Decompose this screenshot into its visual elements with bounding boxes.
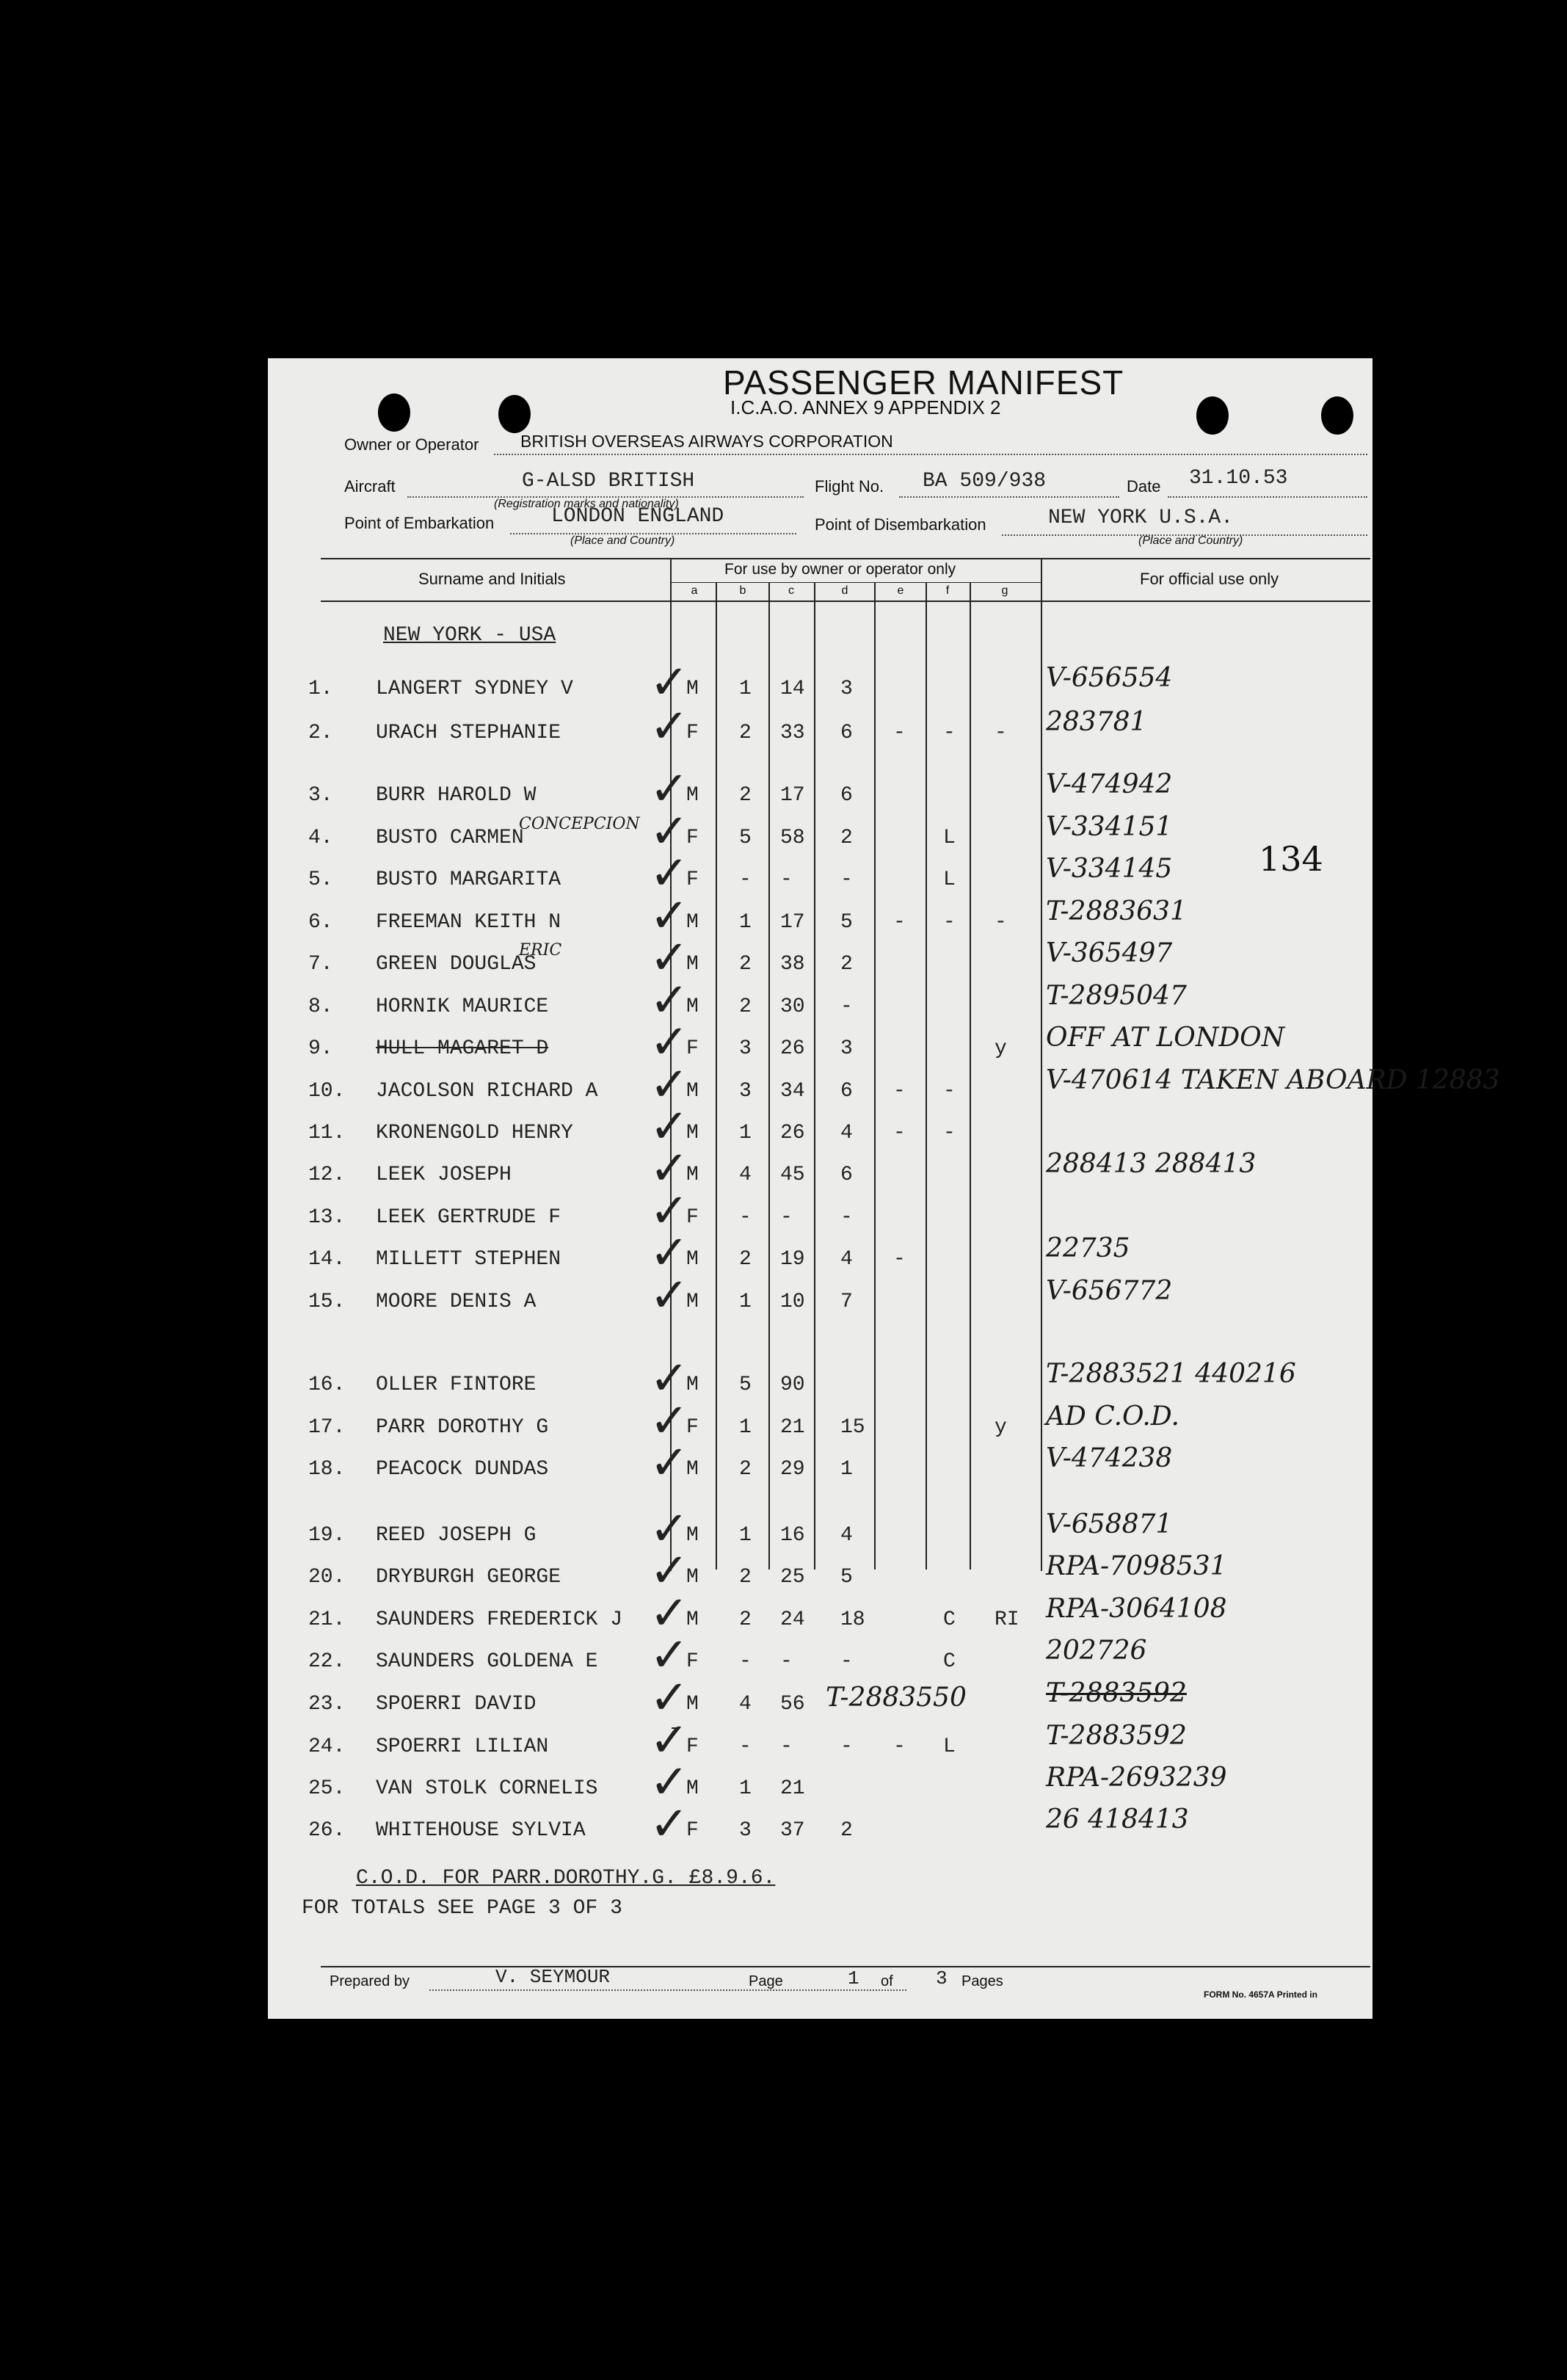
cell-c: 19: [780, 1248, 805, 1271]
check-mark: ✓: [650, 1142, 689, 1196]
cell-a: M: [686, 995, 699, 1018]
cell-g: RI: [995, 1608, 1019, 1631]
cell-b: 2: [739, 1608, 752, 1631]
cell-d: 15: [840, 1416, 865, 1439]
cell-f: L: [943, 827, 956, 849]
official-entry: V-365497: [1046, 938, 1173, 968]
cell-b: 4: [739, 1164, 752, 1186]
passenger-name: REED JOSEPH G: [376, 1524, 537, 1547]
cell-d: 5: [840, 911, 853, 934]
cell-b: 5: [739, 1374, 752, 1396]
cell-b: 2: [739, 953, 752, 976]
cell-b: 1: [739, 911, 752, 934]
row-number: 8.: [308, 995, 333, 1018]
cell-g: -: [995, 722, 1007, 744]
passenger-name: LEEK JOSEPH: [376, 1164, 512, 1186]
official-entry: T-2883631: [1046, 896, 1187, 926]
cell-e: -: [893, 1122, 906, 1144]
cell-f: C: [943, 1608, 956, 1631]
cell-a: M: [686, 784, 699, 807]
cell-d: 1: [840, 1458, 853, 1481]
cell-d: 4: [840, 1524, 853, 1547]
passenger-name: OLLER FINTORE: [376, 1374, 537, 1396]
cell-b: 4: [739, 1693, 752, 1716]
punch-hole: [1196, 396, 1229, 435]
cell-b: -: [739, 1735, 752, 1758]
subcolumn-header: b: [739, 584, 746, 597]
embarkation-caption: (Place and Country): [570, 534, 675, 547]
cell-d: 7: [840, 1291, 853, 1313]
cell-d: 6: [840, 722, 853, 744]
passenger-name: LANGERT SYDNEY V: [376, 678, 573, 700]
row-number: 7.: [308, 953, 333, 976]
cell-b: 3: [739, 1819, 752, 1842]
cell-c: -: [780, 868, 793, 891]
document-subtitle: I.C.A.O. ANNEX 9 APPENDIX 2: [730, 396, 1001, 418]
cell-d: 18: [840, 1608, 865, 1631]
cell-c: 26: [780, 1122, 805, 1144]
row-number: 10.: [308, 1080, 346, 1103]
check-mark: ✓: [650, 1394, 689, 1448]
cell-a: F: [686, 1416, 699, 1439]
official-entry: RPA-7098531: [1046, 1551, 1227, 1581]
form-number: FORM No. 4657A Printed in: [1204, 1989, 1317, 2000]
cell-c: 17: [780, 911, 805, 934]
official-entry: 202726: [1046, 1636, 1147, 1666]
cell-a: M: [686, 1777, 699, 1800]
row-number: 5.: [308, 868, 333, 891]
page-label: Page: [749, 1973, 783, 1989]
cell-a: M: [686, 1374, 699, 1396]
check-mark: ✓: [650, 931, 689, 985]
passenger-name: SAUNDERS FREDERICK J: [376, 1608, 623, 1631]
embarkation-value: LONDON ENGLAND: [551, 505, 724, 528]
check-mark: ✓: [650, 700, 689, 754]
cell-b: 1: [739, 1777, 752, 1800]
cell-c: 34: [780, 1080, 805, 1103]
cell-d: -: [840, 995, 853, 1018]
check-mark: ✓: [650, 1544, 689, 1598]
official-entry: V-656772: [1046, 1276, 1173, 1306]
cell-c: 16: [780, 1524, 805, 1547]
cell-d: -: [840, 868, 853, 891]
owner-value: BRITISH OVERSEAS AIRWAYS CORPORATION: [520, 432, 893, 451]
cell-c: 21: [780, 1777, 805, 1800]
row-number: 9.: [308, 1037, 333, 1060]
check-mark: ✓: [650, 805, 689, 859]
cell-a: M: [686, 1164, 699, 1186]
cell-c: 45: [780, 1164, 805, 1186]
cell-c: 58: [780, 827, 805, 849]
check-mark: ✓: [650, 1755, 689, 1810]
cod-note: C.O.D. FOR PARR.DOROTHY.G. £8.9.6.: [356, 1867, 776, 1890]
cell-a: M: [686, 678, 699, 700]
official-entry: 288413 288413: [1046, 1149, 1257, 1179]
cell-a: F: [686, 827, 699, 849]
official-entry: T-2883592: [1046, 1678, 1187, 1708]
punch-hole: [1321, 396, 1353, 435]
official-entry: V-474238: [1046, 1443, 1173, 1473]
cell-e: -: [893, 911, 906, 934]
cell-a: F: [686, 1819, 699, 1842]
document-title: PASSENGER MANIFEST: [723, 363, 1124, 402]
official-entry: AD C.O.D.: [1046, 1401, 1179, 1432]
official-entry: 22735: [1046, 1233, 1130, 1263]
cell-b: 2: [739, 1248, 752, 1271]
row-number: 2.: [308, 722, 333, 744]
check-mark: ✓: [650, 1436, 689, 1490]
official-entry: V-658871: [1046, 1509, 1173, 1539]
passenger-name: URACH STEPHANIE: [376, 722, 561, 744]
cell-f: L: [943, 868, 956, 891]
check-mark: ✓: [650, 656, 689, 710]
passenger-name: FREEMAN KEITH N: [376, 911, 561, 934]
cell-g: y: [995, 1416, 1007, 1439]
cell-f: -: [943, 911, 956, 934]
cell-a: F: [686, 868, 699, 891]
row-number: 19.: [308, 1524, 346, 1547]
cell-a: F: [686, 722, 699, 744]
cell-b: 5: [739, 827, 752, 849]
prepared-by-value: V. SEYMOUR: [495, 1966, 611, 1988]
official-entry: 283781: [1046, 707, 1147, 737]
cell-d: 5: [840, 1566, 853, 1589]
row-number: 26.: [308, 1819, 346, 1842]
cell-a: F: [686, 1206, 699, 1229]
cell-a: M: [686, 953, 699, 976]
check-mark: ✓: [650, 1015, 689, 1070]
cell-b: 1: [739, 1291, 752, 1313]
page-mark: 134: [1259, 839, 1323, 879]
passenger-name: BUSTO CARMEN: [376, 827, 524, 849]
passenger-name: PARR DOROTHY G: [376, 1416, 549, 1439]
passenger-name: SAUNDERS GOLDENA E: [376, 1650, 598, 1673]
passenger-name: HORNIK MAURICE: [376, 995, 549, 1018]
date-value: 31.10.53: [1189, 467, 1288, 490]
row-number: 23.: [308, 1693, 346, 1716]
cell-d: -: [840, 1650, 853, 1673]
cell-b: 1: [739, 1122, 752, 1144]
check-mark: ✓: [650, 1628, 689, 1683]
owner-label: Owner or Operator: [344, 435, 479, 454]
official-entry: V-334151: [1046, 812, 1173, 842]
of-value: 3: [936, 1967, 948, 1989]
cell-d: 4: [840, 1122, 853, 1144]
check-mark: ✓: [650, 973, 689, 1028]
cell-c: 10: [780, 1291, 805, 1313]
cell-c: 37: [780, 1819, 805, 1842]
cell-a: F: [686, 1650, 699, 1673]
row-number: 1.: [308, 678, 333, 700]
column-header-owner-use: For use by owner or operator only: [724, 561, 956, 578]
cell-a: M: [686, 1566, 699, 1589]
cell-b: 2: [739, 1458, 752, 1481]
official-entry: T-2895047: [1046, 981, 1187, 1011]
row-number: 6.: [308, 911, 333, 934]
passenger-name: HULL MAGARET D: [376, 1037, 549, 1060]
cell-b: 1: [739, 678, 752, 700]
aircraft-label: Aircraft: [344, 477, 396, 496]
cell-e: -: [893, 1080, 906, 1103]
cell-b: 2: [739, 1566, 752, 1589]
official-entry: V-334145: [1046, 854, 1173, 884]
cell-d: 3: [840, 678, 853, 700]
passenger-name: LEEK GERTRUDE F: [376, 1206, 561, 1229]
row-number: 11.: [308, 1122, 346, 1144]
row-number: 20.: [308, 1566, 346, 1589]
cell-a: F: [686, 1037, 699, 1060]
passenger-name: KRONENGOLD HENRY: [376, 1122, 573, 1144]
of-label: of: [881, 1973, 893, 1989]
cell-e: -: [893, 1735, 906, 1758]
official-entry: V-470614 TAKEN ABOARD 12883: [1046, 1065, 1500, 1095]
cell-c: 14: [780, 678, 805, 700]
cell-c: 17: [780, 784, 805, 807]
check-mark: ✓: [650, 889, 689, 943]
check-mark: ✓: [650, 1797, 689, 1851]
cell-c: 33: [780, 722, 805, 744]
cell-b: 1: [739, 1416, 752, 1439]
check-mark: ✓: [650, 1184, 689, 1238]
check-mark: ✓: [650, 1100, 689, 1154]
check-mark: ✓: [650, 1671, 689, 1725]
row-number: 25.: [308, 1777, 346, 1800]
subcolumn-header: c: [788, 584, 794, 597]
official-entry: RPA-3064108: [1046, 1594, 1227, 1624]
check-mark: ✓: [650, 1586, 689, 1641]
official-entry: OFF AT LONDON: [1046, 1023, 1285, 1053]
row-number: 4.: [308, 827, 333, 849]
disembarkation-value: NEW YORK U.S.A.: [1048, 507, 1234, 529]
cell-c: -: [780, 1735, 793, 1758]
check-mark: ✓: [650, 762, 689, 816]
official-entry: RPA-2693239: [1046, 1763, 1227, 1793]
cell-c: -: [780, 1650, 793, 1673]
cell-c: 38: [780, 953, 805, 976]
check-mark: ✓: [650, 1502, 689, 1556]
cell-a: M: [686, 1080, 699, 1103]
cell-d: 6: [840, 1164, 853, 1186]
cell-f: -: [943, 1080, 956, 1103]
cell-a: M: [686, 911, 699, 934]
cell-b: 2: [739, 722, 752, 744]
cell-a: M: [686, 1693, 699, 1716]
passenger-name: DRYBURGH GEORGE: [376, 1566, 561, 1589]
check-mark: ✓: [650, 1269, 689, 1323]
punch-hole: [498, 395, 531, 433]
cell-d: 2: [840, 827, 853, 849]
cell-a: M: [686, 1608, 699, 1631]
page-value: 1: [848, 1967, 859, 1989]
cell-c: 90: [780, 1374, 805, 1396]
row-number: 13.: [308, 1206, 346, 1229]
cell-c: 24: [780, 1608, 805, 1631]
cell-d: 4: [840, 1248, 853, 1271]
cell-a: M: [686, 1291, 699, 1313]
row-number: 18.: [308, 1458, 346, 1481]
flight-value: BA 509/938: [923, 470, 1047, 493]
check-mark: ✓: [650, 1713, 689, 1768]
passenger-name: MILLETT STEPHEN: [376, 1248, 561, 1271]
passenger-name: BUSTO MARGARITA: [376, 868, 561, 891]
passenger-name: PEACOCK DUNDAS: [376, 1458, 549, 1481]
pages-label: Pages: [961, 1973, 1003, 1989]
cell-d: 6: [840, 784, 853, 807]
column-header-official: For official use only: [1140, 570, 1279, 588]
cell-d: 2: [840, 953, 853, 976]
row-number: 21.: [308, 1608, 346, 1631]
date-label: Date: [1127, 477, 1161, 496]
cell-b: -: [739, 1206, 752, 1229]
punch-hole: [378, 393, 410, 432]
subcolumn-header: f: [945, 584, 950, 597]
cell-e: -: [893, 1248, 906, 1271]
check-mark: ✓: [650, 1058, 689, 1112]
cell-d: -: [840, 1735, 853, 1758]
row-number: 24.: [308, 1735, 346, 1758]
row-number: 16.: [308, 1374, 346, 1396]
official-entry: T-2883521 440216: [1046, 1359, 1296, 1389]
row-number: 17.: [308, 1416, 346, 1439]
official-entry: T-2883592: [1046, 1721, 1187, 1751]
passenger-name: BURR HAROLD W: [376, 784, 537, 807]
passenger-name: GREEN DOUGLAS: [376, 953, 537, 976]
official-entry: V-474942: [1046, 769, 1173, 799]
cell-d: 2: [840, 1819, 853, 1842]
passenger-name: SPOERRI LILIAN: [376, 1735, 549, 1758]
subcolumn-header: a: [691, 584, 698, 597]
row-number: 22.: [308, 1650, 346, 1673]
row-number: 3.: [308, 784, 333, 807]
cell-d: 6: [840, 1080, 853, 1103]
cell-f: -: [943, 1122, 956, 1144]
cell-c: 56: [780, 1693, 805, 1716]
passenger-name: VAN STOLK CORNELIS: [376, 1777, 598, 1800]
passenger-name: SPOERRI DAVID: [376, 1693, 537, 1716]
cell-a: M: [686, 1122, 699, 1144]
check-mark: ✓: [650, 1352, 689, 1406]
disembarkation-caption: (Place and Country): [1138, 534, 1243, 547]
flight-label: Flight No.: [815, 477, 884, 496]
cell-f: L: [943, 1735, 956, 1758]
prepared-by-label: Prepared by: [330, 1973, 410, 1989]
cell-c: 30: [780, 995, 805, 1018]
cell-b: -: [739, 1650, 752, 1673]
cell-e: -: [893, 722, 906, 744]
cell-a: M: [686, 1524, 699, 1547]
embarkation-label: Point of Embarkation: [344, 514, 495, 532]
cell-c: 26: [780, 1037, 805, 1060]
cell-a: M: [686, 1248, 699, 1271]
cell-a: F: [686, 1735, 699, 1758]
passenger-name: MOORE DENIS A: [376, 1291, 537, 1313]
row-number: 14.: [308, 1248, 346, 1271]
cell-c: -: [780, 1206, 793, 1229]
subcolumn-header: d: [841, 584, 848, 597]
cell-g: -: [995, 911, 1007, 934]
handwritten-cell: T-2883550: [826, 1683, 967, 1713]
manifest-sheet: [268, 358, 1500, 2019]
handwritten-note: CONCEPCION: [519, 815, 640, 833]
totals-note: FOR TOTALS SEE PAGE 3 OF 3: [302, 1897, 622, 1920]
check-mark: ✓: [650, 846, 689, 901]
check-mark: ✓: [650, 1226, 689, 1280]
cell-c: 25: [780, 1566, 805, 1589]
cell-g: y: [995, 1037, 1007, 1060]
section-heading: NEW YORK - USA: [383, 624, 556, 647]
official-entry: 26 418413: [1046, 1804, 1189, 1835]
cell-b: 1: [739, 1524, 752, 1547]
subcolumn-header: g: [1001, 584, 1008, 597]
official-entry: V-656554: [1046, 663, 1173, 693]
cell-b: 3: [739, 1080, 752, 1103]
cell-c: 21: [780, 1416, 805, 1439]
disembarkation-label: Point of Disembarkation: [815, 515, 986, 534]
handwritten-note: ERIC: [519, 941, 562, 959]
cell-b: 2: [739, 784, 752, 807]
cell-d: 3: [840, 1037, 853, 1060]
row-number: 15.: [308, 1291, 346, 1313]
cell-b: -: [739, 868, 752, 891]
subcolumn-header: e: [897, 584, 904, 597]
cell-f: -: [943, 722, 956, 744]
passenger-name: JACOLSON RICHARD A: [376, 1080, 598, 1103]
row-number: 12.: [308, 1164, 346, 1186]
cell-a: M: [686, 1458, 699, 1481]
column-header-surname: Surname and Initials: [418, 570, 566, 588]
cell-b: 2: [739, 995, 752, 1018]
cell-d: -: [840, 1206, 853, 1229]
cell-f: C: [943, 1650, 956, 1673]
aircraft-value: G-ALSD BRITISH: [522, 470, 695, 493]
cell-b: 3: [739, 1037, 752, 1060]
aircraft-caption: (Registration marks and nationality): [494, 498, 679, 510]
passenger-name: WHITEHOUSE SYLVIA: [376, 1819, 586, 1842]
cell-c: 29: [780, 1458, 805, 1481]
